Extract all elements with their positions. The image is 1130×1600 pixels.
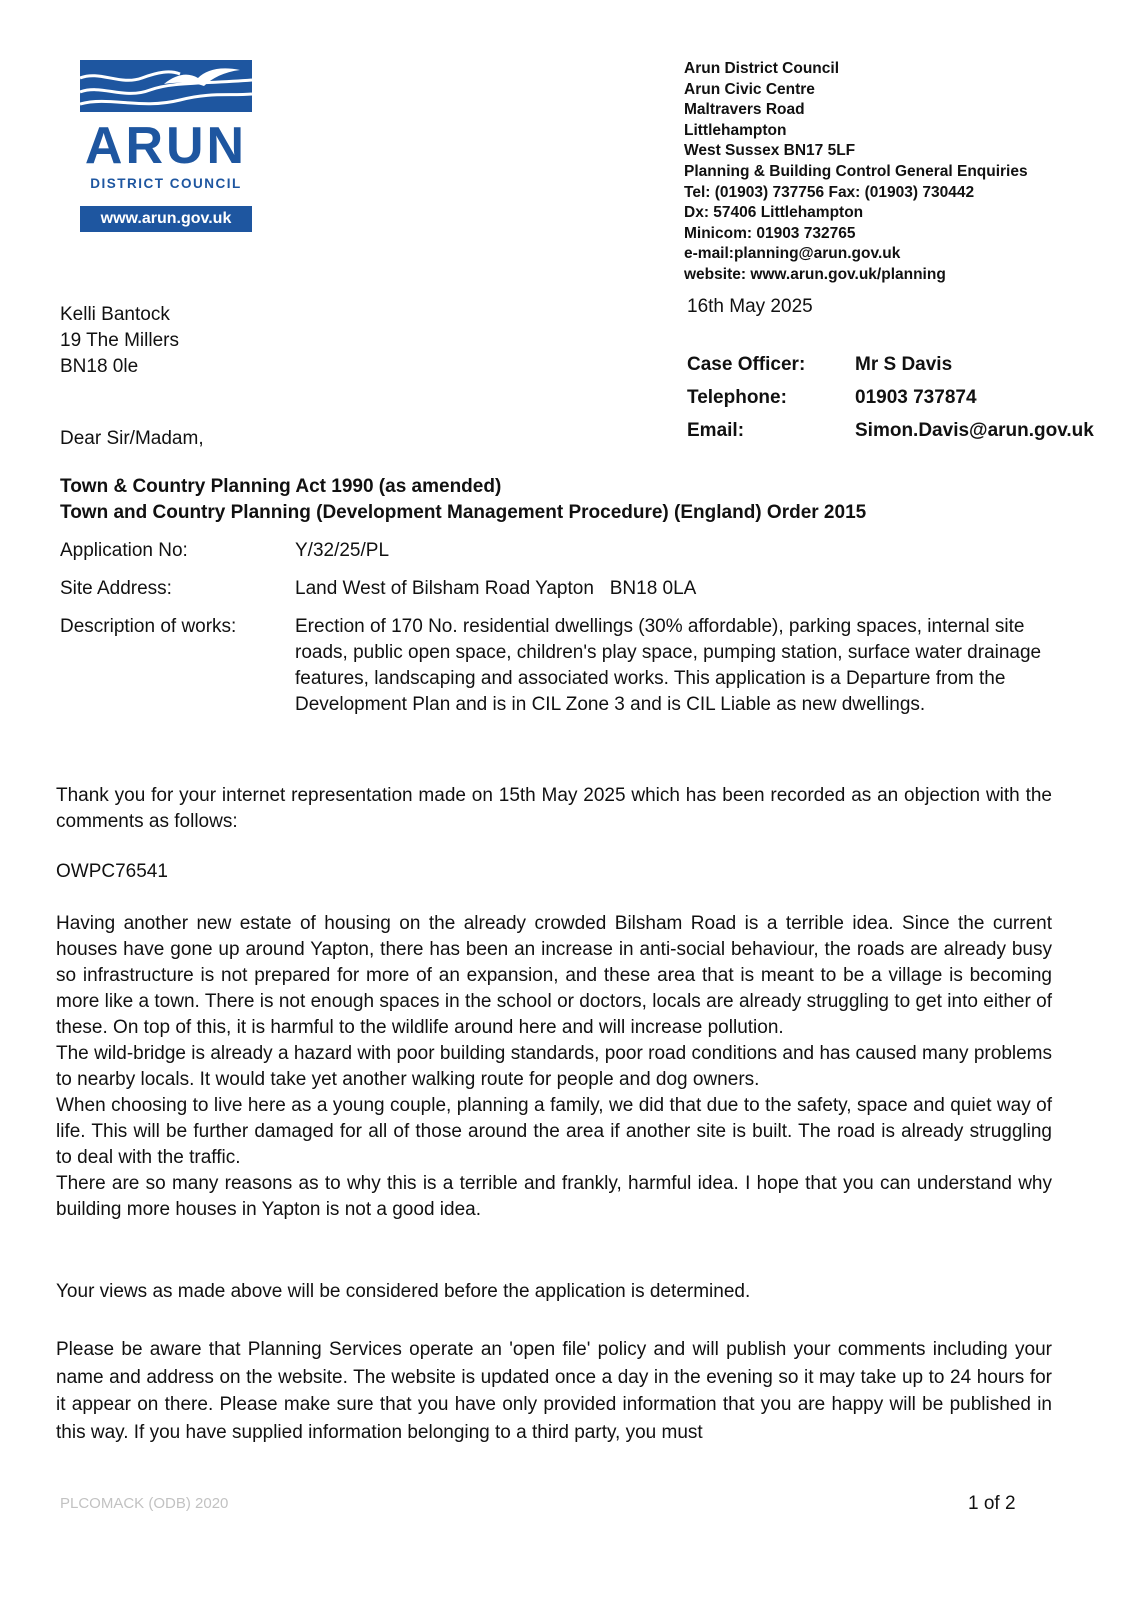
recipient-street: 19 The Millers	[60, 330, 179, 351]
council-logo	[80, 60, 252, 232]
views-paragraph: Your views as made above will be considered before the application is determined.	[56, 1281, 751, 1302]
council-address-line: Maltravers Road	[684, 101, 805, 119]
application-number-label: Application No:	[60, 540, 188, 561]
open-file-paragraph: Please be aware that Planning Services operate an 'open file' policy and will publish your comments including your name and address on the website. The website is updated once a day in the evening so it may take up to 24 hours for it appear on there. Please make sure that you have only provided information that you are happy will be published in this way. If you have supplied information belonging to a third party, you must	[56, 1339, 1052, 1443]
case-officer-value: Mr S Davis	[855, 354, 953, 375]
council-address-line: Littlehampton	[684, 121, 787, 139]
email-label: Email:	[687, 420, 745, 441]
form-code: PLCOMACK (ODB) 2020	[60, 1495, 229, 1512]
comment-paragraph: When choosing to live here as a young couple, planning a family, we did that due to the safety, space and quiet way of life. This will be further damaged for all of those around the area if another site is built. The road is already struggling to deal with the traffic.	[56, 1095, 1052, 1168]
recipient-address	[60, 302, 179, 380]
logo-website: www.arun.gov.uk	[80, 206, 252, 232]
council-address-line: e-mail:planning@arun.gov.uk	[684, 245, 901, 263]
site-address-value: Land West of Bilsham Road Yapton BN18 0LA	[295, 578, 697, 599]
application-number-value: Y/32/25/PL	[295, 540, 390, 561]
description-value: Erection of 170 No. residential dwellings (30% affordable), parking spaces, internal site roads, public open space, children's play space, pumping station, surface water drainage features, landscaping and associated works. This application is a Departure from the Development Plan and is in CIL Zone 3 and is CIL Liable as new dwellings.	[295, 616, 1042, 715]
logo-subtitle: DISTRICT COUNCIL	[90, 176, 242, 191]
seagull-over-waves-icon	[80, 60, 252, 112]
legislation-line-1: Town & Country Planning Act 1990 (as amended)	[60, 476, 502, 497]
reference-number: OWPC76541	[56, 861, 168, 882]
council-address-block	[684, 59, 1124, 286]
case-officer-block	[687, 354, 1094, 453]
telephone-row	[687, 387, 1094, 420]
case-officer-label: Case Officer:	[687, 354, 806, 375]
letter-date: 16th May 2025	[687, 296, 813, 317]
page-number: 1 of 2	[968, 1493, 1016, 1514]
recipient-name: Kelli Bantock	[60, 304, 170, 325]
council-address-line: West Sussex BN17 5LF	[684, 142, 856, 160]
comment-paragraph: The wild-bridge is already a hazard with poor building standards, poor road conditions and has caused many problems to nearby locals. It would take yet another walking route for people and dog owners.	[56, 1043, 1052, 1090]
comments-block	[56, 911, 1052, 1223]
email-value: Simon.Davis@arun.gov.uk	[855, 420, 1094, 441]
intro-paragraph: Thank you for your internet representation made on 15th May 2025 which has been recorded as an objection with the comments as follows:	[56, 785, 1052, 832]
case-officer-row	[687, 354, 1094, 387]
application-number-row	[60, 538, 1055, 564]
comment-paragraph: There are so many reasons as to why this is a terrible and frankly, harmful idea. I hope that you can understand why building more houses in Yapton is not a good idea.	[56, 1173, 1052, 1220]
council-address-line: Arun District Council	[684, 60, 840, 77]
logo-wordmark: ARUN	[84, 117, 248, 175]
email-row	[687, 420, 1094, 453]
comment-paragraph: Having another new estate of housing on the already crowded Bilsham Road is a terrible idea. Since the current houses have gone up around Yapton, there has been an increase in anti-social behaviour, the roads are already busy so infrastructure is not prepared for more of an expansion, and these area that is meant to be a village is becoming more like a town. There is not enough spaces in the school or doctors, locals are already struggling to get into either of these. On top of this, it is harmful to the wildlife around here and will increase pollution.	[56, 913, 1052, 1038]
recipient-postcode: BN18 0le	[60, 356, 139, 377]
legislation-heading	[60, 474, 866, 526]
council-address-line: Planning & Building Control General Enquiries	[684, 162, 1028, 180]
council-address-line: Tel: (01903) 737756 Fax: (01903) 730442	[684, 183, 975, 201]
council-address-line: Minicom: 01903 732765	[684, 224, 856, 242]
site-address-row	[60, 576, 1055, 602]
salutation: Dear Sir/Madam,	[60, 428, 204, 449]
legislation-line-2: Town and Country Planning (Development Management Procedure) (England) Order 2015	[60, 502, 867, 523]
application-details	[60, 538, 1055, 730]
telephone-label: Telephone:	[687, 387, 787, 408]
telephone-value: 01903 737874	[855, 387, 977, 408]
council-address-line: Dx: 57406 Littlehampton	[684, 204, 864, 222]
description-row	[60, 614, 1055, 718]
description-label: Description of works:	[60, 616, 237, 637]
council-address-line: Arun Civic Centre	[684, 80, 815, 98]
site-address-label: Site Address:	[60, 578, 172, 599]
council-address-line: website: www.arun.gov.uk/planning	[684, 265, 946, 283]
